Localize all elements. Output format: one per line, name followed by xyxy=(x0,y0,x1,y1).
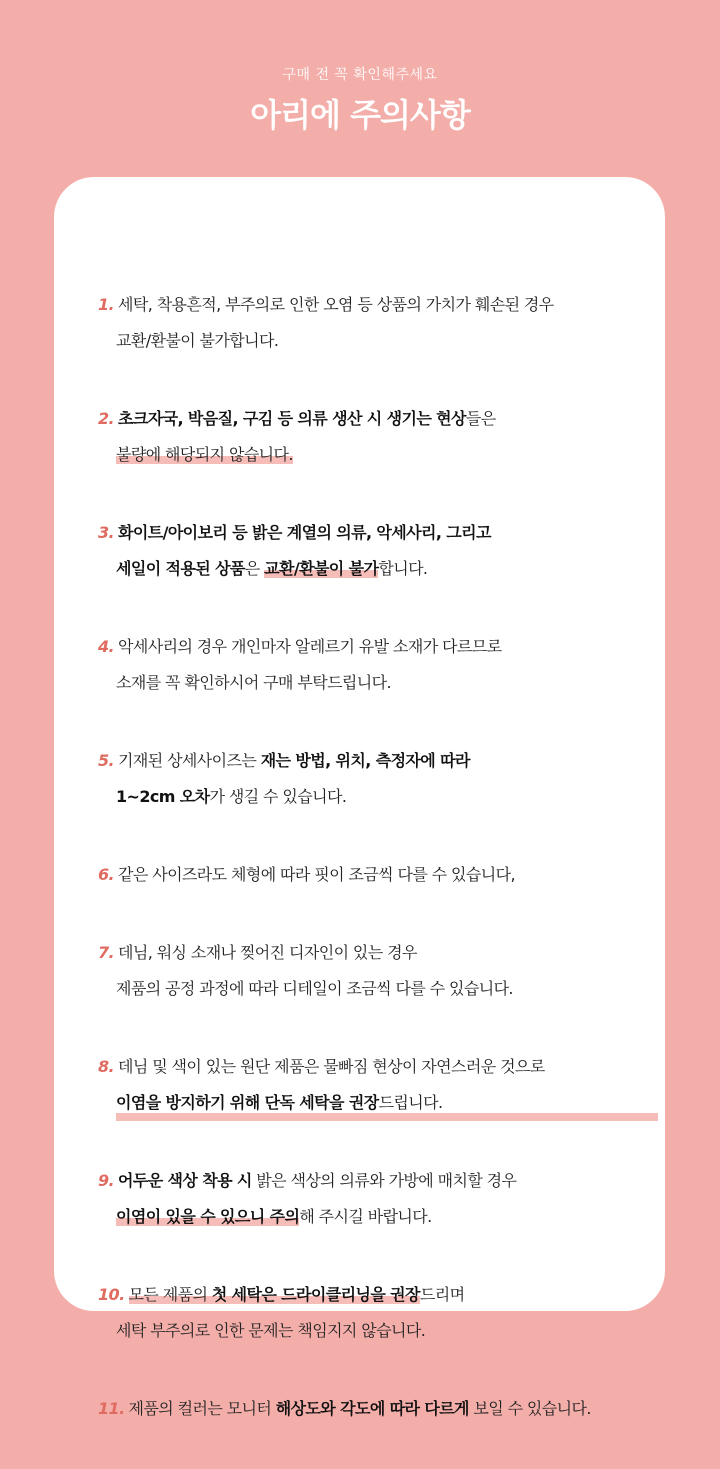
item-text: 같은 사이즈라도 체형에 따라 핏이 조금씩 다를 수 있습니다, xyxy=(118,865,515,884)
notice-item-6 xyxy=(98,857,658,893)
item-text: 합니다. xyxy=(378,559,428,578)
notice-item-3 xyxy=(98,515,658,587)
item-number: 11. xyxy=(98,1399,125,1418)
notice-item-8 xyxy=(98,1049,658,1121)
item-bold-text: 초크자국, 박음질, 구김 등 의류 생산 시 생기는 현상 xyxy=(118,409,466,428)
item-number: 1. xyxy=(98,295,115,314)
item-bold-text: 1~2cm 오차 xyxy=(116,787,210,806)
item-bold-text: 재는 방법, 위치, 측정자에 따라 xyxy=(260,751,470,770)
item-number: 8. xyxy=(98,1057,115,1076)
item-bold-text: 어두운 색상 착용 시 xyxy=(118,1171,252,1190)
page-subtitle: 구매 전 꼭 확인해주세요 xyxy=(282,67,438,83)
item-text: 해 주시길 바랍니다. xyxy=(299,1207,432,1226)
item-bold-text: 해상도와 각도에 따라 다르게 xyxy=(275,1399,469,1418)
item-text: 들은 xyxy=(465,409,496,428)
item-text: 드리며 xyxy=(419,1285,465,1304)
item-text: 세탁, 착용흔적, 부주의로 인한 오염 등 상품의 가치가 훼손된 경우 xyxy=(118,295,554,314)
notice-item-2 xyxy=(98,401,658,473)
item-number: 6. xyxy=(98,865,115,884)
item-number: 2. xyxy=(98,409,115,428)
notice-list xyxy=(98,287,658,1469)
item-text: 밝은 색상의 의류와 가방에 매치할 경우 xyxy=(251,1171,517,1190)
item-text: 보일 수 있습니다. xyxy=(468,1399,591,1418)
item-text: 은 xyxy=(244,559,265,578)
notice-item-7 xyxy=(98,935,658,1007)
item-text: 교환/환불이 불가합니다. xyxy=(116,331,279,350)
notice-item-10 xyxy=(98,1277,658,1349)
notice-item-11 xyxy=(98,1391,658,1427)
item-text: 기재된 상세사이즈는 xyxy=(118,751,261,770)
item-text: 세탁 부주의로 인한 문제는 책임지지 않습니다. xyxy=(116,1321,426,1340)
item-text: 제품의 공정 과정에 따라 디테일이 조금씩 다를 수 있습니다. xyxy=(116,979,513,998)
item-text: 데님, 워싱 소재나 찢어진 디자인이 있는 경우 xyxy=(118,943,417,962)
item-number: 9. xyxy=(98,1171,115,1190)
notice-item-1 xyxy=(98,287,658,359)
item-number: 4. xyxy=(98,637,115,656)
item-number: 10. xyxy=(98,1285,125,1304)
item-number: 3. xyxy=(98,523,115,542)
notice-card xyxy=(54,177,665,1418)
item-text: 모든 제품의 xyxy=(128,1285,212,1304)
notice-item-9 xyxy=(98,1163,658,1235)
item-text: 데님 및 색이 있는 원단 제품은 물빠짐 현상이 자연스러운 것으로 xyxy=(118,1057,545,1076)
item-bold-text: 화이트/아이보리 등 밝은 계열의 의류, 악세사리, 그리고 xyxy=(118,523,491,542)
item-bold-text: 첫 세탁은 드라이클리닝을 권장 xyxy=(211,1285,420,1304)
item-highlight-text: 불량에 해당되지 않습니다. xyxy=(116,445,293,464)
item-number: 5. xyxy=(98,751,115,770)
item-text: 제품의 컬러는 모니터 xyxy=(128,1399,276,1418)
item-number: 7. xyxy=(98,943,115,962)
item-bold-text: 이염을 방지하기 위해 단독 세탁을 권장 xyxy=(116,1093,379,1112)
item-text: 소재를 꼭 확인하시어 구매 부탁드립니다. xyxy=(116,673,391,692)
item-highlight-text: 이염이 있을 수 있으니 주의 xyxy=(116,1207,300,1226)
item-highlight-text: 교환/환불이 불가 xyxy=(264,559,379,578)
notice-item-5 xyxy=(98,743,658,815)
item-text: 악세사리의 경우 개인마자 알레르기 유발 소재가 다르므로 xyxy=(118,637,502,656)
page-title: 아리에 주의사항 xyxy=(250,96,470,134)
item-bold-text: 세일이 적용된 상품 xyxy=(116,559,245,578)
item-text: 드립니다. xyxy=(378,1093,443,1112)
item-text: 가 생길 수 있습니다. xyxy=(209,787,347,806)
notice-item-4 xyxy=(98,629,658,701)
